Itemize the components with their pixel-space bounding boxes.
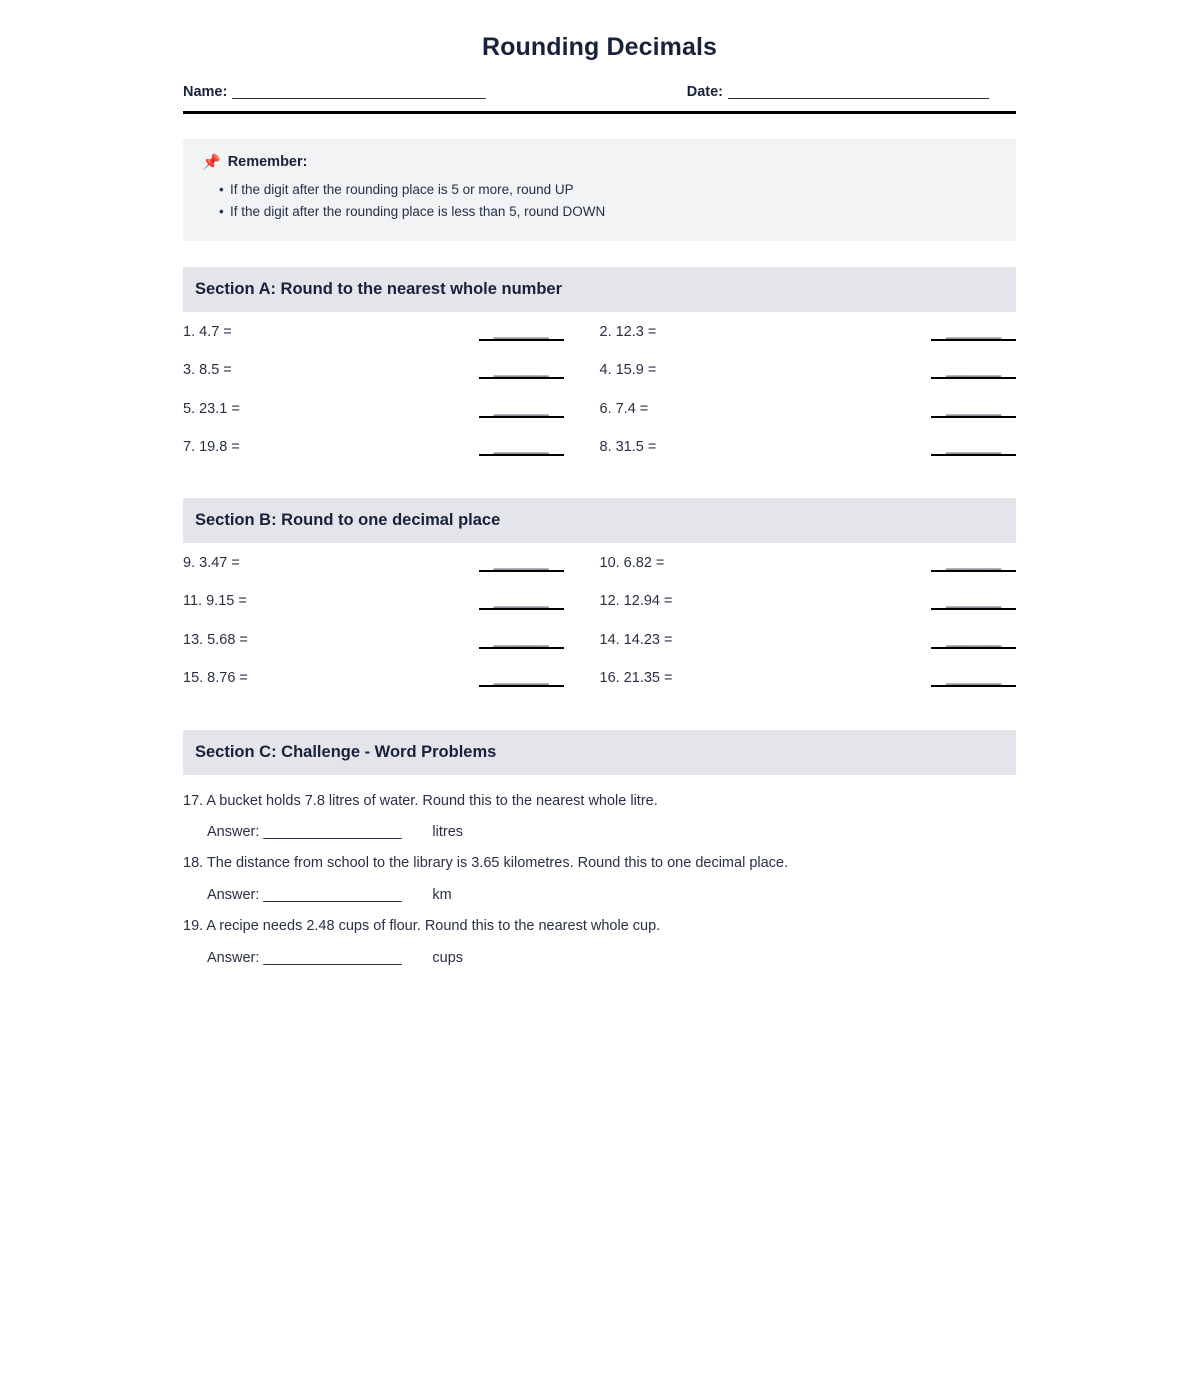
problem-item [183, 632, 600, 671]
problem-item [600, 324, 1017, 363]
problem-text: 11. 9.15 = [183, 593, 247, 610]
answer-blank[interactable]: ________ [479, 363, 564, 379]
problem-item [600, 593, 1017, 632]
remember-rule-item: • If the digit after the rounding place is 5 or more, round UP [202, 179, 997, 201]
date-label: Date: [686, 84, 723, 100]
answer-blank[interactable]: ________ [931, 671, 1016, 687]
section-a-header: Section A: Round to the nearest whole number [183, 267, 1016, 312]
section-b-problem-grid [183, 555, 1016, 709]
page-title: Rounding Decimals [481, 33, 718, 61]
answer-unit: km [432, 887, 452, 904]
worksheet-content [183, 0, 1016, 979]
answer-label: Answer: [207, 949, 260, 966]
word-problem-text: 19. A recipe needs 2.48 cups of flour. Round this to the nearest whole cup. [183, 918, 661, 935]
answer-blank[interactable]: ________ [931, 402, 1016, 418]
answer-blank[interactable]: ________ [479, 633, 564, 649]
answer-blank[interactable]: ________ [931, 363, 1016, 379]
problem-item [600, 362, 1017, 401]
word-problem-item [183, 791, 1016, 841]
answer-blank[interactable]: ________ [479, 556, 564, 572]
problem-text: 13. 5.68 = [183, 631, 248, 648]
answer-blank[interactable]: ________ [479, 594, 564, 610]
section-c-header: Section C: Challenge - Word Problems [183, 730, 1016, 775]
word-answer-row [183, 887, 1016, 903]
section-a-problem-grid [183, 324, 1016, 478]
problem-item [600, 670, 1017, 709]
problem-item [183, 555, 600, 594]
answer-label: Answer: [207, 887, 260, 904]
problem-text: 5. 23.1 = [183, 400, 240, 417]
problem-text: 7. 19.8 = [183, 439, 240, 456]
problem-text: 10. 6.82 = [599, 554, 665, 571]
name-field[interactable] [183, 84, 514, 100]
problem-item [600, 555, 1017, 594]
problem-text: 8. 31.5 = [599, 439, 657, 456]
name-date-row [183, 84, 1016, 100]
remember-heading: Remember: [227, 154, 308, 170]
word-problem-item [183, 916, 1016, 966]
answer-blank[interactable]: ________ [931, 325, 1016, 341]
word-problem-item [183, 853, 1016, 903]
header-divider [183, 111, 1016, 114]
problem-item [183, 362, 600, 401]
date-input-rule[interactable]: __________________________________ [728, 84, 989, 100]
remember-heading-row [202, 154, 997, 170]
problem-text: 2. 12.3 = [599, 323, 657, 340]
answer-blank[interactable]: ________ [479, 440, 564, 456]
answer-blank[interactable]: __________________ [263, 887, 402, 904]
answer-unit: cups [432, 949, 464, 966]
problem-item [183, 439, 600, 478]
answer-blank[interactable]: ________ [931, 556, 1016, 572]
section-b-header: Section B: Round to one decimal place [183, 498, 1016, 543]
answer-blank[interactable]: ________ [931, 633, 1016, 649]
problem-item [183, 324, 600, 363]
name-label: Name: [183, 84, 228, 100]
answer-label: Answer: [207, 824, 260, 841]
word-problem-list [183, 791, 1016, 966]
problem-text: 6. 7.4 = [599, 400, 649, 417]
name-input-rule[interactable]: _________________________________ [232, 84, 486, 100]
problem-item [600, 632, 1017, 671]
problem-item [600, 439, 1017, 478]
answer-blank[interactable]: ________ [931, 440, 1016, 456]
pushpin-icon: 📌 [202, 153, 221, 171]
problem-text: 9. 3.47 = [183, 554, 240, 571]
word-answer-row [183, 824, 1016, 840]
problem-text: 15. 8.76 = [183, 670, 248, 687]
answer-blank[interactable]: ________ [479, 671, 564, 687]
problem-text: 14. 14.23 = [599, 631, 673, 648]
problem-item [183, 401, 600, 440]
answer-blank[interactable]: __________________ [263, 949, 402, 966]
problem-text: 4. 15.9 = [599, 362, 657, 379]
problem-item [600, 401, 1017, 440]
answer-unit: litres [432, 824, 464, 841]
problem-item [183, 670, 600, 709]
remember-rule-item: • If the digit after the rounding place is less than 5, round DOWN [202, 201, 997, 223]
answer-blank[interactable]: ________ [479, 402, 564, 418]
problem-text: 12. 12.94 = [599, 593, 673, 610]
problem-text: 1. 4.7 = [183, 323, 232, 340]
answer-blank[interactable]: ________ [931, 594, 1016, 610]
problem-text: 3. 8.5 = [183, 362, 232, 379]
word-problem-text: 18. The distance from school to the library is 3.65 kilometres. Round this to one decimal place. [183, 855, 789, 872]
remember-callout [183, 139, 1016, 241]
word-answer-row [183, 950, 1016, 966]
answer-blank[interactable]: __________________ [263, 824, 402, 841]
answer-blank[interactable]: ________ [479, 325, 564, 341]
date-field[interactable] [687, 84, 1016, 100]
problem-item [183, 593, 600, 632]
word-problem-text: 17. A bucket holds 7.8 litres of water. Round this to the nearest whole litre. [183, 792, 658, 809]
problem-text: 16. 21.35 = [599, 670, 673, 687]
remember-rules-list [202, 179, 997, 223]
